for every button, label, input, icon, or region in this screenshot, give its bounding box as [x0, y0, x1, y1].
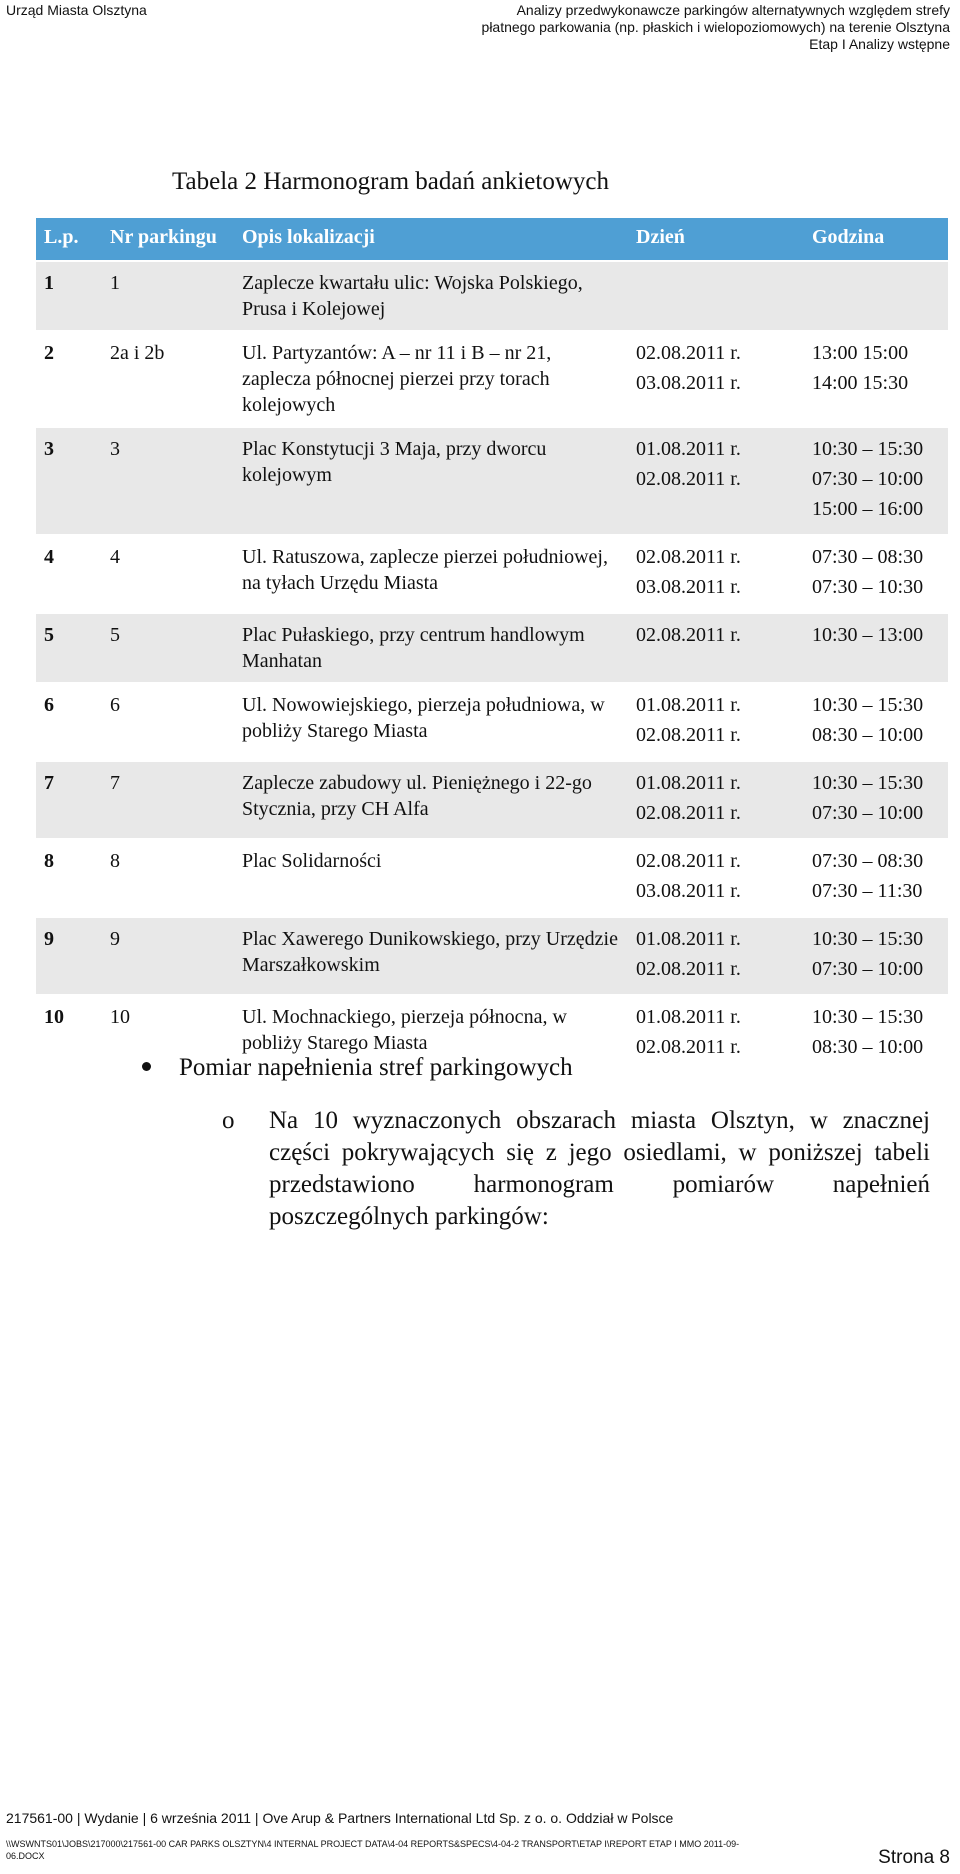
header-opis: Opis lokalizacji: [234, 218, 628, 261]
cell-lp: 5: [36, 613, 102, 683]
cell-opis: Ul. Partyzantów: A – nr 11 i B – nr 21, zaplecza północnej pierzei przy torach kolejowych: [234, 331, 628, 427]
dzien-value: 02.08.2011 r.: [636, 802, 741, 824]
table-row: [36, 613, 948, 683]
cell-opis: Ul. Mochnackiego, pierzeja północna, w pobliży Starego Miasta: [234, 995, 628, 1072]
godzina-value: 15:00 – 16:00: [812, 498, 924, 520]
cell-dzien: [628, 535, 804, 613]
godzina-value: 10:30 – 15:30: [812, 772, 924, 794]
cell-opis: Zaplecze kwartału ulic: Wojska Polskiego, Prusa i Kolejowej: [234, 261, 628, 331]
godzina-value: 07:30 – 10:00: [812, 468, 924, 490]
table-row: [36, 331, 948, 427]
page-number: Strona 8: [878, 1847, 950, 1868]
cell-nr: 8: [102, 839, 234, 917]
table-row: [36, 683, 948, 761]
cell-dzien: [628, 427, 804, 535]
header-nr-parkingu: Nr parkingu: [102, 218, 234, 261]
godzina-value: 08:30 – 10:00: [812, 1036, 924, 1058]
cell-lp: 9: [36, 917, 102, 995]
cell-godzina: [804, 917, 948, 995]
header-dzien: Dzień: [628, 218, 804, 261]
cell-godzina: [804, 761, 948, 839]
godzina-value: 07:30 – 10:30: [812, 576, 924, 598]
cell-dzien: [628, 917, 804, 995]
godzina-value: 07:30 – 08:30: [812, 850, 924, 872]
cell-godzina: [804, 427, 948, 535]
table-row: [36, 839, 948, 917]
sub-bullet-marker: o: [222, 1107, 235, 1134]
table-row: [36, 427, 948, 535]
cell-opis: Plac Solidarności: [234, 839, 628, 917]
header-org: Urząd Miasta Olsztyna: [6, 2, 147, 18]
cell-godzina: [804, 839, 948, 917]
table-caption: Tabela 2 Harmonogram badań ankietowych: [172, 168, 609, 195]
table-header-row: [36, 218, 948, 261]
cell-dzien: [628, 995, 804, 1072]
cell-lp: 6: [36, 683, 102, 761]
header-lp: L.p.: [36, 218, 102, 261]
cell-nr: 9: [102, 917, 234, 995]
cell-godzina: [804, 613, 948, 683]
godzina-value: 13:00 15:00: [812, 342, 909, 364]
dzien-value: 02.08.2011 r.: [636, 958, 741, 980]
cell-opis: Plac Xawerego Dunikowskiego, przy Urzędzie Marszałkowskim: [234, 917, 628, 995]
dzien-value: 02.08.2011 r.: [636, 342, 741, 364]
cell-nr: 10: [102, 995, 234, 1072]
godzina-value: 07:30 – 10:00: [812, 802, 924, 824]
cell-godzina: [804, 331, 948, 427]
table-row: [36, 535, 948, 613]
godzina-value: 10:30 – 15:30: [812, 928, 924, 950]
cell-godzina: [804, 261, 948, 331]
cell-nr: 2a i 2b: [102, 331, 234, 427]
dzien-value: 01.08.2011 r.: [636, 1006, 741, 1028]
dzien-value: 01.08.2011 r.: [636, 438, 741, 460]
dzien-value: 01.08.2011 r.: [636, 694, 741, 716]
table-row: [36, 261, 948, 331]
cell-opis: Plac Pułaskiego, przy centrum handlowym Manhatan: [234, 613, 628, 683]
footer-line: 217561-00 | Wydanie | 6 września 2011 | Ove Arup & Partners International Ltd Sp. z o. o. Oddział w Polsce: [6, 1810, 674, 1826]
cell-dzien: [628, 331, 804, 427]
cell-lp: 4: [36, 535, 102, 613]
cell-nr: 5: [102, 613, 234, 683]
dzien-value: 03.08.2011 r.: [636, 880, 741, 902]
cell-nr: 1: [102, 261, 234, 331]
dzien-value: 02.08.2011 r.: [636, 624, 741, 646]
bullet-text: Pomiar napełnienia stref parkingowych: [179, 1054, 573, 1081]
dzien-value: 01.08.2011 r.: [636, 928, 741, 950]
godzina-value: 07:30 – 11:30: [812, 880, 923, 902]
schedule-table: [36, 218, 948, 1072]
header-title-line: Analizy przedwykonawcze parkingów alternatywnych względem strefy: [516, 2, 950, 18]
cell-nr: 4: [102, 535, 234, 613]
dzien-value: 03.08.2011 r.: [636, 372, 741, 394]
dzien-value: 03.08.2011 r.: [636, 576, 741, 598]
cell-opis: Plac Konstytucji 3 Maja, przy dworcu kolejowym: [234, 427, 628, 535]
cell-lp: 7: [36, 761, 102, 839]
cell-lp: 8: [36, 839, 102, 917]
cell-nr: 7: [102, 761, 234, 839]
header-title-line: płatnego parkowania (np. płaskich i wielopoziomowych) na terenie Olsztyna: [481, 19, 950, 35]
sub-bullet-item: [222, 1105, 930, 1233]
godzina-value: 10:30 – 15:30: [812, 694, 924, 716]
header-godzina: Godzina: [804, 218, 948, 261]
cell-dzien: [628, 839, 804, 917]
cell-opis: Zaplecze zabudowy ul. Pieniężnego i 22-go Stycznia, przy CH Alfa: [234, 761, 628, 839]
godzina-value: 07:30 – 08:30: [812, 546, 924, 568]
table-row: [36, 761, 948, 839]
godzina-value: 10:30 – 15:30: [812, 438, 924, 460]
godzina-value: 08:30 – 10:00: [812, 724, 924, 746]
dzien-value: 02.08.2011 r.: [636, 1036, 741, 1058]
godzina-value: 14:00 15:30: [812, 372, 909, 394]
godzina-value: 07:30 – 10:00: [812, 958, 924, 980]
dzien-value: 02.08.2011 r.: [636, 468, 741, 490]
bullet-item: [142, 1054, 573, 1082]
sub-bullet-text: Na 10 wyznaczonych obszarach miasta Olsztyn, w znacznej części pokrywających się z jego osiedlami, w poniższej tabeli przedstawiono harmonogram pomiarów napełnień poszczególnych parkingów:: [269, 1107, 930, 1230]
footer-path: \\WSWNTS01\JOBS\217000\217561-00 CAR PARKS OLSZTYN\4 INTERNAL PROJECT DATA\4-04 REPORTS&SPECS\4-04-2 TRANSPORT\ETAP I\REPORT ETAP I MMO 2011-09-06.DOCX: [6, 1839, 740, 1861]
godzina-value: 10:30 – 13:00: [812, 624, 924, 646]
table-row: [36, 917, 948, 995]
cell-nr: 6: [102, 683, 234, 761]
cell-godzina: [804, 535, 948, 613]
cell-nr: 3: [102, 427, 234, 535]
cell-lp: 10: [36, 995, 102, 1072]
dzien-value: 01.08.2011 r.: [636, 772, 741, 794]
cell-godzina: [804, 995, 948, 1072]
cell-dzien: [628, 683, 804, 761]
cell-lp: 3: [36, 427, 102, 535]
dzien-value: 02.08.2011 r.: [636, 546, 741, 568]
header-title-line: Etap I Analizy wstępne: [809, 36, 950, 52]
cell-dzien: [628, 613, 804, 683]
cell-lp: 1: [36, 261, 102, 331]
godzina-value: 10:30 – 15:30: [812, 1006, 924, 1028]
cell-opis: Ul. Nowowiejskiego, pierzeja południowa, w pobliży Starego Miasta: [234, 683, 628, 761]
dzien-value: 02.08.2011 r.: [636, 724, 741, 746]
bullet-dot-icon: [142, 1062, 151, 1071]
cell-godzina: [804, 683, 948, 761]
cell-dzien: [628, 261, 804, 331]
dzien-value: 02.08.2011 r.: [636, 850, 741, 872]
cell-opis: Ul. Ratuszowa, zaplecze pierzei południowej, na tyłach Urzędu Miasta: [234, 535, 628, 613]
cell-lp: 2: [36, 331, 102, 427]
header-title: [350, 2, 950, 53]
cell-dzien: [628, 761, 804, 839]
